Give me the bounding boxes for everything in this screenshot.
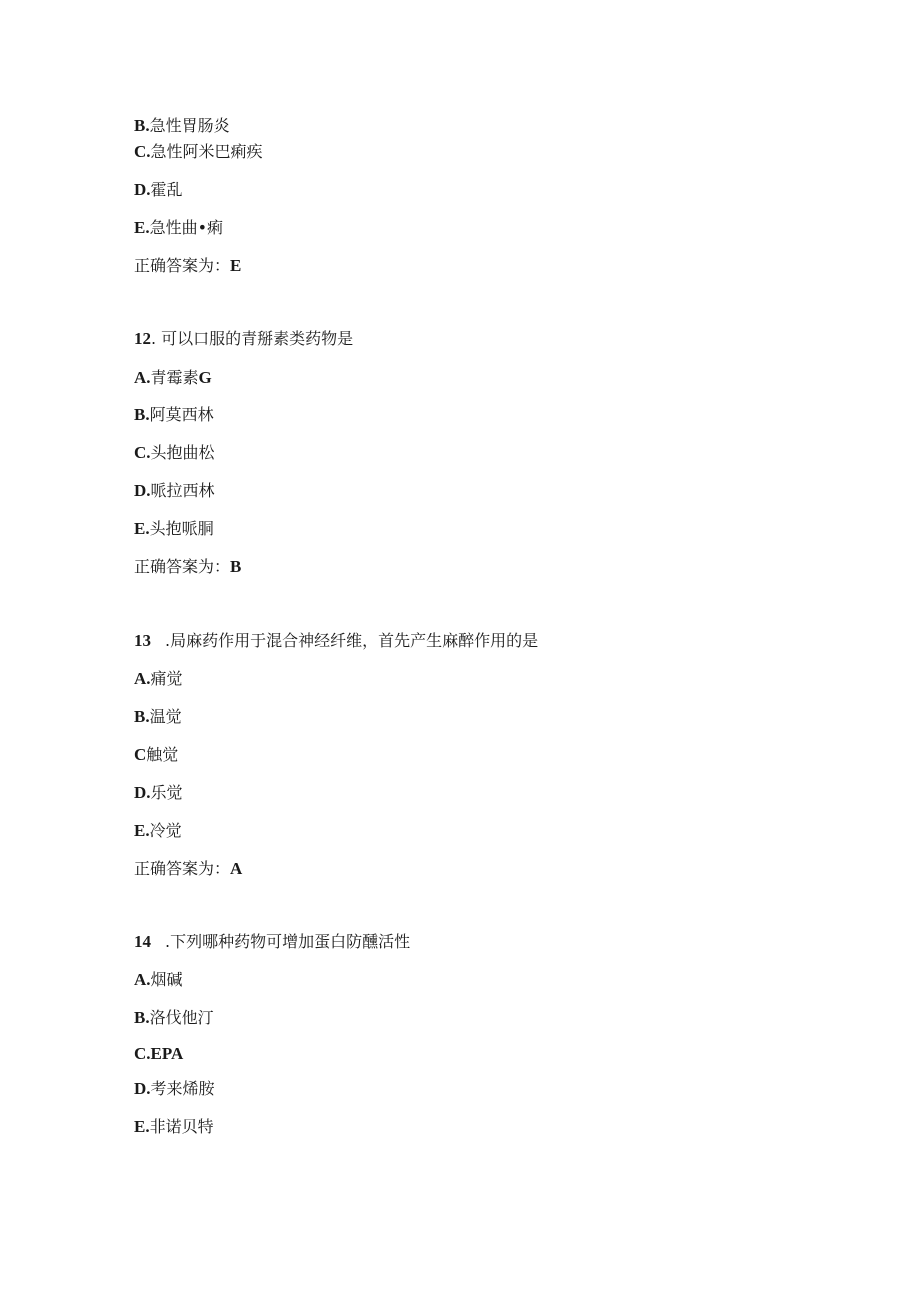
option-letter: C: [134, 745, 147, 764]
option-text: 急性曲•痢: [149, 218, 224, 237]
question-number: 14: [134, 932, 151, 951]
option-letter: C.: [134, 443, 151, 462]
option-letter: B.: [134, 116, 150, 135]
q13-option-d: [134, 783, 183, 803]
option-text: 头抱曲松: [150, 443, 215, 462]
option-letter: E.: [134, 519, 150, 538]
option-letter: A.: [134, 368, 151, 387]
q11-option-e: [134, 218, 223, 238]
q12-option-d: [134, 481, 215, 501]
question-text: .局麻药作用于混合神经纤维，首先产生麻醉作用的是: [165, 631, 539, 650]
answer-value: A: [230, 859, 243, 878]
option-text: 青霉素: [150, 368, 199, 387]
q11-option-b: [134, 116, 230, 136]
option-letter: E.: [134, 1117, 150, 1136]
option-letter: E.: [134, 218, 150, 237]
option-letter: C.: [134, 142, 151, 161]
q13-option-c: [134, 745, 178, 765]
q14-option-b: [134, 1008, 214, 1028]
option-text: 洛伐他汀: [149, 1008, 214, 1027]
q12-answer: [134, 557, 241, 577]
option-text: 头抱哌胴: [149, 519, 214, 538]
q11-option-d: [134, 180, 183, 200]
q12-stem: [134, 329, 353, 349]
question-text: . 可以口服的青掰素类药物是: [151, 329, 354, 348]
q12-option-a: [134, 368, 212, 388]
question-text: .下列哪种药物可增加蛋白防醺活性: [165, 932, 411, 951]
option-letter: A.: [134, 669, 151, 688]
q12-option-e: [134, 519, 214, 539]
option-text: 考来烯胺: [150, 1079, 215, 1098]
q14-option-c: [134, 1044, 183, 1064]
answer-value: E: [230, 256, 242, 275]
question-number: 13: [134, 631, 151, 650]
option-letter: B.: [134, 405, 150, 424]
option-letter: D.: [134, 783, 151, 802]
q13-stem: [134, 631, 538, 651]
option-text: 急性胃肠炎: [149, 116, 230, 135]
option-text: 乐觉: [150, 783, 183, 802]
option-text: 急性阿米巴痢疾: [150, 142, 263, 161]
option-letter: D.: [134, 481, 151, 500]
option-text: 温觉: [149, 707, 182, 726]
option-text: 非诺贝特: [149, 1117, 214, 1136]
q11-answer: [134, 256, 241, 276]
q11-option-c: [134, 142, 263, 162]
answer-label: 正确答案为：: [134, 557, 231, 576]
option-text: 阿莫西林: [149, 405, 214, 424]
question-number: 12: [134, 329, 151, 348]
q12-option-c: [134, 443, 215, 463]
q12-option-b: [134, 405, 214, 425]
q14-option-d: [134, 1079, 215, 1099]
answer-label: 正确答案为：: [134, 256, 231, 275]
option-letter: C.: [134, 1044, 151, 1063]
option-letter: D.: [134, 1079, 151, 1098]
q13-option-a: [134, 669, 183, 689]
q13-option-e: [134, 821, 182, 841]
option-text: 冷觉: [149, 821, 182, 840]
q13-option-b: [134, 707, 182, 727]
option-letter: B.: [134, 1008, 150, 1027]
option-text: 痛觉: [150, 669, 183, 688]
q14-option-a: [134, 970, 183, 990]
option-text: 霍乱: [150, 180, 183, 199]
option-letter: B.: [134, 707, 150, 726]
answer-label: 正确答案为：: [134, 859, 231, 878]
option-suffix: G: [198, 368, 212, 387]
q13-answer: [134, 859, 242, 879]
q14-option-e: [134, 1117, 214, 1137]
option-letter: D.: [134, 180, 151, 199]
option-text: 烟碱: [150, 970, 183, 989]
option-text: 哌拉西林: [150, 481, 215, 500]
q14-stem: [134, 932, 410, 952]
answer-value: B: [230, 557, 242, 576]
option-text: 触觉: [146, 745, 179, 764]
option-letter: E.: [134, 821, 150, 840]
option-text: EPA: [150, 1044, 184, 1063]
option-letter: A.: [134, 970, 151, 989]
